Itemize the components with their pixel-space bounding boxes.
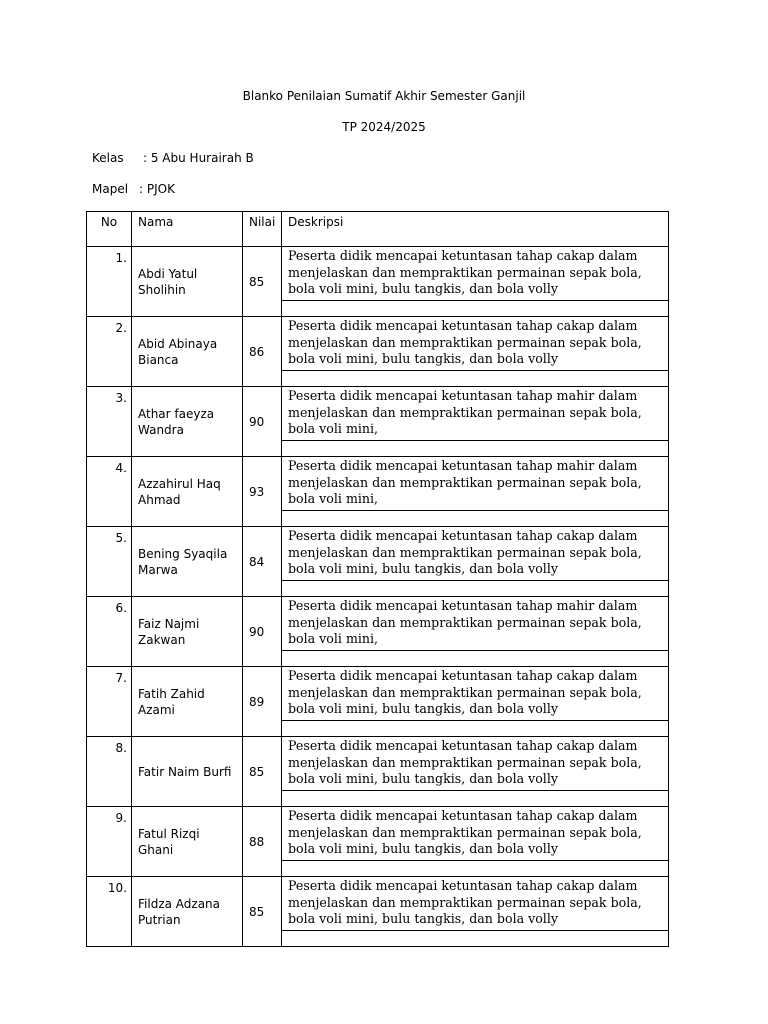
row-number: 7.: [87, 667, 132, 737]
student-name: Athar faeyza Wandra: [132, 387, 243, 457]
student-description: Peserta didik mencapai ketuntasan tahap mahir dalam menjelaskan dan mempraktikan permainan sepak bola, bola voli mini,: [282, 597, 669, 651]
student-score: 90: [243, 387, 282, 457]
table-row: [87, 807, 669, 861]
student-description: Peserta didik mencapai ketuntasan tahap cakap dalam menjelaskan dan mempraktikan permainan sepak bola, bola voli mini, bulu tangkis, dan bola volly: [282, 527, 669, 581]
student-description: Peserta didik mencapai ketuntasan tahap cakap dalam menjelaskan dan mempraktikan permainan sepak bola, bola voli mini, bulu tangkis, dan bola volly: [282, 667, 669, 721]
row-number: 9.: [87, 807, 132, 877]
empty-description-cell: [282, 720, 669, 736]
student-score: 88: [243, 807, 282, 877]
table-row: [87, 877, 669, 931]
student-description: Peserta didik mencapai ketuntasan tahap cakap dalam menjelaskan dan mempraktikan permainan sepak bola, bola voli mini, bulu tangkis, dan bola volly: [282, 807, 669, 861]
student-name: Azzahirul Haq Ahmad: [132, 457, 243, 527]
table-row: [87, 457, 669, 511]
header-description: Deskripsi: [282, 212, 669, 247]
student-name: Fatir Naim Burfi: [132, 737, 243, 807]
row-number: 4.: [87, 457, 132, 527]
student-name: Abdi Yatul Sholihin: [132, 247, 243, 317]
document-title: Blanko Penilaian Sumatif Akhir Semester Ganjil: [242, 89, 526, 103]
row-number: 1.: [87, 247, 132, 317]
table-row: [87, 527, 669, 581]
class-value: : 5 Abu Hurairah B: [143, 151, 254, 165]
subject-label: Mapel: [92, 182, 129, 196]
student-score: 89: [243, 667, 282, 737]
empty-description-cell: [282, 790, 669, 806]
student-score: 84: [243, 527, 282, 597]
class-label: Kelas: [92, 151, 124, 165]
empty-description-cell: [282, 510, 669, 526]
student-description: Peserta didik mencapai ketuntasan tahap cakap dalam menjelaskan dan mempraktikan permainan sepak bola, bola voli mini, bulu tangkis, dan bola volly: [282, 317, 669, 371]
student-description: Peserta didik mencapai ketuntasan tahap cakap dalam menjelaskan dan mempraktikan permainan sepak bola, bola voli mini, bulu tangkis, dan bola volly: [282, 247, 669, 301]
row-number: 2.: [87, 317, 132, 387]
table-body: [87, 247, 669, 947]
row-number: 6.: [87, 597, 132, 667]
student-name: Fildza Adzana Putrian: [132, 877, 243, 947]
empty-description-cell: [282, 580, 669, 596]
header-name: Nama: [132, 212, 243, 247]
table-row: [87, 317, 669, 371]
empty-description-cell: [282, 860, 669, 876]
table-row: [87, 597, 669, 651]
student-score: 85: [243, 247, 282, 317]
student-description: Peserta didik mencapai ketuntasan tahap cakap dalam menjelaskan dan mempraktikan permainan sepak bola, bola voli mini, bulu tangkis, dan bola volly: [282, 737, 669, 791]
table-row: [87, 247, 669, 301]
student-name: Fatul Rizqi Ghani: [132, 807, 243, 877]
student-score: 86: [243, 317, 282, 387]
table-row: [87, 737, 669, 791]
student-description: Peserta didik mencapai ketuntasan tahap mahir dalam menjelaskan dan mempraktikan permainan sepak bola, bola voli mini,: [282, 387, 669, 441]
document-year: TP 2024/2025: [342, 120, 426, 134]
empty-description-cell: [282, 440, 669, 456]
table-header-row: [87, 212, 669, 247]
empty-description-cell: [282, 650, 669, 666]
subject-line: [92, 182, 175, 196]
empty-description-cell: [282, 930, 669, 946]
student-score: 85: [243, 877, 282, 947]
row-number: 3.: [87, 387, 132, 457]
header-no: No: [87, 212, 132, 247]
student-description: Peserta didik mencapai ketuntasan tahap mahir dalam menjelaskan dan mempraktikan permainan sepak bola, bola voli mini,: [282, 457, 669, 511]
student-score: 90: [243, 597, 282, 667]
table-row: [87, 387, 669, 441]
row-number: 5.: [87, 527, 132, 597]
table-row: [87, 667, 669, 721]
student-name: Fatih Zahid Azami: [132, 667, 243, 737]
student-name: Faiz Najmi Zakwan: [132, 597, 243, 667]
student-score: 93: [243, 457, 282, 527]
header-score: Nilai: [243, 212, 282, 247]
student-name: Bening Syaqila Marwa: [132, 527, 243, 597]
row-number: 10.: [87, 877, 132, 947]
empty-description-cell: [282, 300, 669, 316]
subject-value: : PJOK: [139, 182, 175, 196]
student-score: 85: [243, 737, 282, 807]
student-name: Abid Abinaya Bianca: [132, 317, 243, 387]
row-number: 8.: [87, 737, 132, 807]
grades-table: [86, 211, 669, 947]
empty-description-cell: [282, 370, 669, 386]
student-description: Peserta didik mencapai ketuntasan tahap cakap dalam menjelaskan dan mempraktikan permainan sepak bola, bola voli mini, bulu tangkis, dan bola volly: [282, 877, 669, 931]
class-line: [92, 151, 254, 165]
